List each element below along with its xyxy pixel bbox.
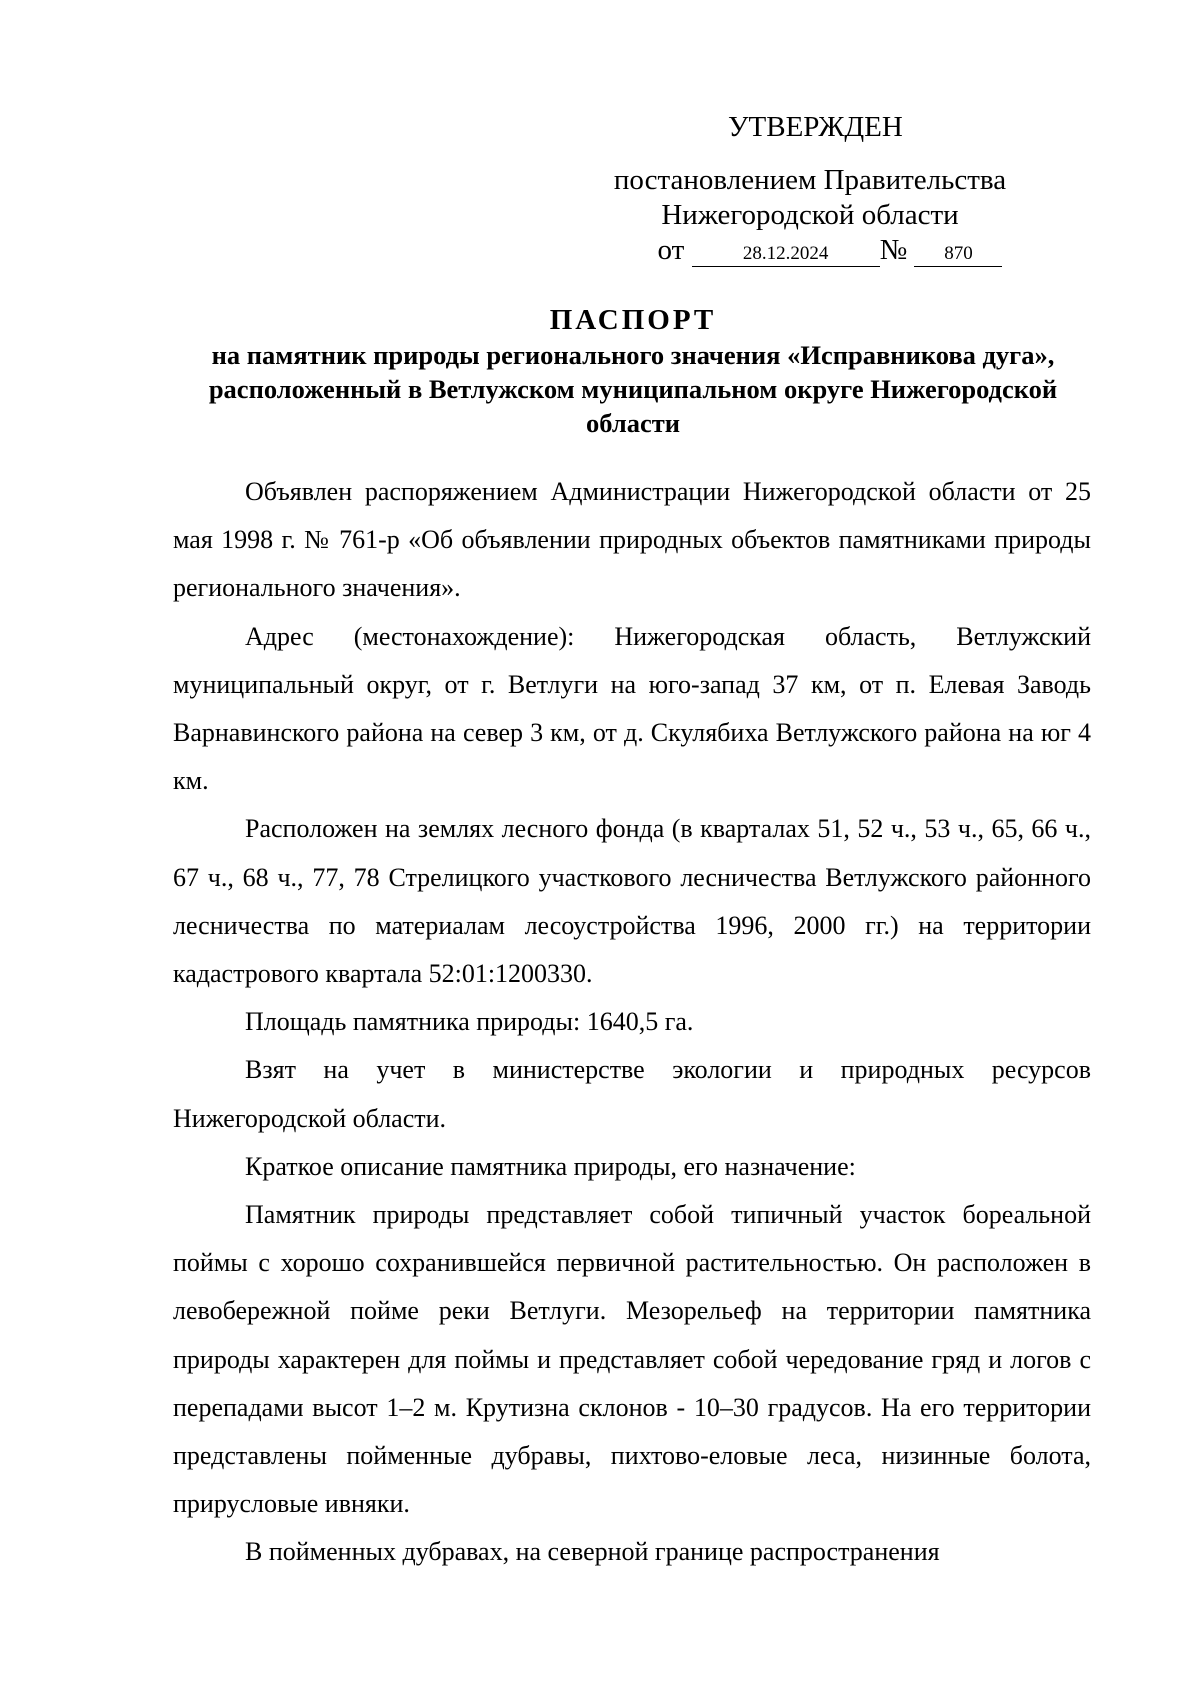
document-subtitle: на памятник природы регионального значения «Исправникова дуга», расположенный в Ветлужском муниципальном округе Нижегородской области [208, 340, 1058, 438]
title-block [173, 302, 1093, 440]
paragraph-location: Расположен на землях лесного фонда (в кварталах 51, 52 ч., 53 ч., 65, 66 ч., 67 ч., 68 ч., 77, 78 Стрелицкого участкового лесничества Ветлужского районного лесничества по материалам лесоустройства 1996, 2000 гг.) на территории кадастрового квартала 52:01:1200330. [173, 814, 1091, 989]
paragraph-description: Памятник природы представляет собой типичный участок бореальной поймы с хорошо сохранившейся первичной растительностью. Он расположен в левобережной пойме реки Ветлуги. Мезорельеф на территории памятника природы характерен для поймы и представляет собой чередование гряд и логов с перепадами высот 1–2 м. Крутизна склонов - 10–30 градусов. На его территории представлены пойменные дубравы, пихтово-еловые леса, низинные болота, прирусловые ивняки. [173, 1200, 1091, 1519]
paragraph-address: Адрес (местонахождение): Нижегородская область, Ветлужский муниципальный округ, от г. Ветлуги на юго-запад 37 км, от п. Елевая Заводь Варнавинского района на север 3 км, от д. Скулябиха Ветлужского района на юг 4 км. [173, 621, 1091, 796]
approval-date: 28.12.2024 [692, 242, 880, 267]
document-body [173, 468, 1091, 1577]
approval-region: Нижегородской области [661, 199, 959, 231]
approval-authority: постановлением Правительства [613, 164, 1007, 196]
paragraph-area: Площадь памятника природы: 1640,5 га. [245, 1007, 694, 1037]
approval-date-line [600, 233, 1020, 268]
paragraph-description-heading: Краткое описание памятника природы, его назначение: [245, 1151, 856, 1181]
number-sign: № [879, 234, 908, 266]
approval-block [600, 110, 1020, 268]
paragraph-declaration: Объявлен распоряжением Администрации Нижегородской области от 25 мая 1998 г. № 761-р «Об объявлении природных объектов памятниками природы регионального значения». [173, 477, 1091, 603]
approval-stamp: УТВЕРЖДЕН [728, 111, 903, 143]
approval-number: 870 [914, 242, 1002, 267]
from-label: от [657, 234, 685, 266]
document-title: ПАСПОРТ [549, 304, 717, 336]
paragraph-registration: Взят на учет в министерстве экологии и природных ресурсов Нижегородской области. [173, 1055, 1091, 1133]
paragraph-oak-forests: В пойменных дубравах, на северной границе распространения [245, 1537, 940, 1567]
